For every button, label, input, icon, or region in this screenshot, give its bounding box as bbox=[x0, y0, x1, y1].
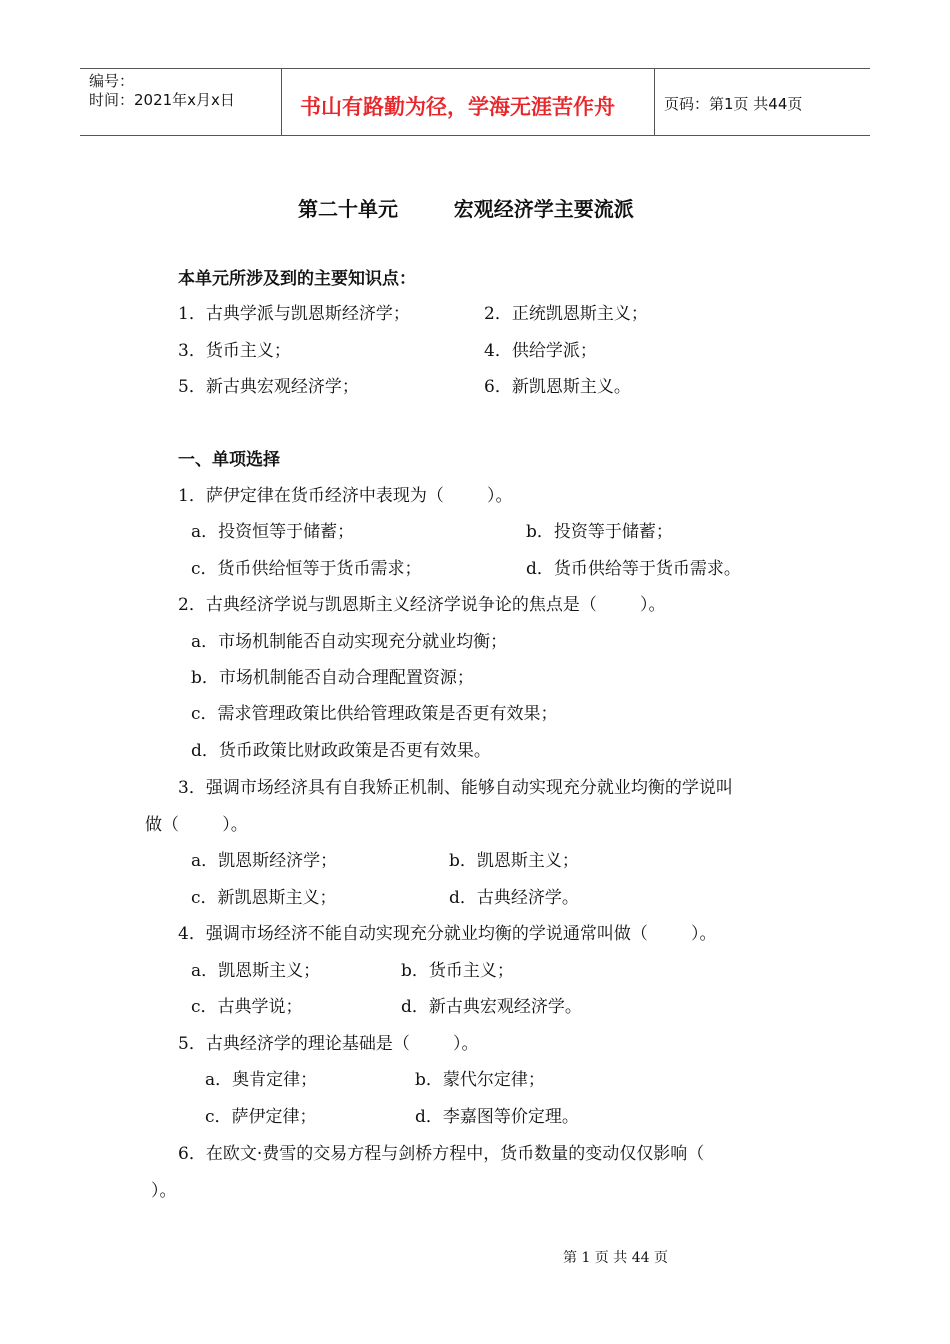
header-motto: 书山有路勤为径，学海无涯苦作舟 bbox=[300, 94, 615, 119]
option: d．货币政策比财政政策是否更有效果。 bbox=[191, 741, 491, 761]
option: a．凯恩斯经济学； bbox=[191, 851, 338, 871]
option: c．萨伊定律； bbox=[205, 1107, 317, 1127]
knowledge-heading: 本单元所涉及到的主要知识点： bbox=[178, 269, 416, 289]
knowledge-item: 1．古典学派与凯恩斯经济学； bbox=[178, 304, 410, 324]
header-page-code: 页码：第1页 共44页 bbox=[664, 95, 803, 113]
section-heading: 一、单项选择 bbox=[178, 450, 280, 470]
knowledge-item: 2．正统凯恩斯主义； bbox=[484, 304, 648, 324]
option: d．新古典宏观经济学。 bbox=[401, 997, 582, 1017]
option: c．货币供给恒等于货币需求； bbox=[191, 559, 422, 579]
option: a．投资恒等于储蓄； bbox=[191, 522, 355, 542]
header-bottom-border bbox=[80, 135, 870, 136]
question-stem: 1．萨伊定律在货币经济中表现为（ ）。 bbox=[178, 486, 513, 506]
option: b．货币主义； bbox=[401, 961, 514, 981]
option: b．市场机制能否自动合理配置资源； bbox=[191, 668, 474, 688]
question-stem-continued: ）。 bbox=[151, 1181, 177, 1201]
option: a．市场机制能否自动实现充分就业均衡； bbox=[191, 632, 508, 652]
option: a．凯恩斯主义； bbox=[191, 961, 321, 981]
option: d．李嘉图等价定理。 bbox=[415, 1107, 579, 1127]
header-divider-1 bbox=[281, 68, 282, 136]
option: d．货币供给等于货币需求。 bbox=[526, 559, 741, 579]
question-stem: 5．古典经济学的理论基础是（ ）。 bbox=[178, 1034, 479, 1054]
option: d．古典经济学。 bbox=[449, 888, 579, 908]
question-stem: 4．强调市场经济不能自动实现充分就业均衡的学说通常叫做（ ）。 bbox=[178, 924, 717, 944]
knowledge-item: 5．新古典宏观经济学； bbox=[178, 377, 359, 397]
header-number: 编号： bbox=[89, 72, 135, 90]
page-title: 第二十单元 宏观经济学主要流派 bbox=[298, 197, 634, 221]
question-stem-continued: 做（ ）。 bbox=[145, 815, 248, 835]
header-divider-2 bbox=[654, 68, 655, 136]
option: c．需求管理政策比供给管理政策是否更有效果； bbox=[191, 704, 558, 724]
page-footer: 第 1 页 共 44 页 bbox=[563, 1250, 668, 1266]
question-stem: 2．古典经济学说与凯恩斯主义经济学说争论的焦点是（ ）。 bbox=[178, 595, 666, 615]
knowledge-item: 6．新凯恩斯主义。 bbox=[484, 377, 631, 397]
option: c．新凯恩斯主义； bbox=[191, 888, 337, 908]
option: b．凯恩斯主义； bbox=[449, 851, 579, 871]
option: c．古典学说； bbox=[191, 997, 303, 1017]
knowledge-item: 3．货币主义； bbox=[178, 341, 291, 361]
question-stem: 6．在欧文·费雪的交易方程与剑桥方程中，货币数量的变动仅仅影响（ bbox=[178, 1144, 705, 1164]
knowledge-item: 4．供给学派； bbox=[484, 341, 597, 361]
question-stem: 3．强调市场经济具有自我矫正机制、能够自动实现充分就业均衡的学说叫 bbox=[178, 778, 733, 798]
header-time: 时间：2021年x月x日 bbox=[89, 91, 235, 109]
option: b．蒙代尔定律； bbox=[415, 1070, 545, 1090]
option: a．奥肯定律； bbox=[205, 1070, 318, 1090]
header-top-border bbox=[80, 68, 870, 69]
option: b．投资等于储蓄； bbox=[526, 522, 673, 542]
